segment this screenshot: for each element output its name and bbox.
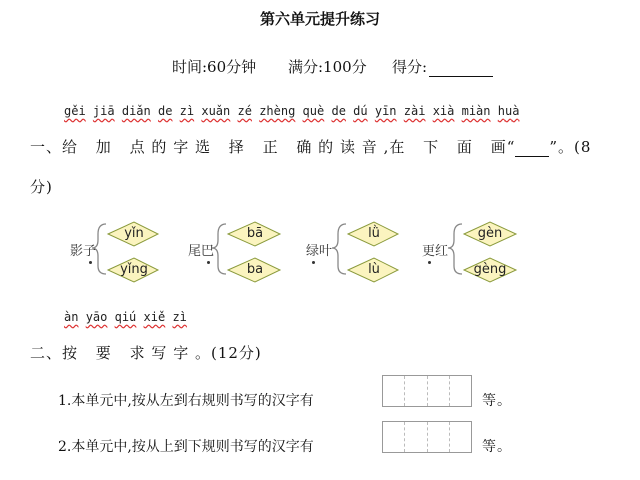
pinyin-word: zài — [403, 104, 426, 118]
q2-word: 。(12分) — [194, 344, 262, 362]
q2-word: 要 — [95, 344, 112, 362]
page-title: 第六单元提升练习 — [259, 10, 380, 28]
q1-word: ,在 — [383, 138, 406, 156]
option-text: gèng — [473, 262, 507, 277]
pinyin-word: gěi — [64, 104, 86, 118]
q1-word: 面 — [456, 138, 473, 156]
q1-word: 加 — [95, 138, 112, 156]
q1-word: 点 — [129, 138, 146, 156]
q2-word: 二、按 — [30, 344, 79, 362]
dotted-char: 绿 — [306, 240, 319, 259]
q1-word: 字 — [173, 138, 190, 156]
pinyin-word: dú — [353, 104, 368, 118]
pinyin-word: xià — [432, 104, 455, 118]
group-label: 尾巴 — [188, 240, 214, 259]
q1-instruction — [30, 136, 591, 157]
q2-item-1-end: 等。 — [482, 393, 512, 409]
q1-word: 画“ — [490, 138, 516, 156]
option-text: bā — [246, 226, 264, 241]
q1-word: 的 — [318, 138, 335, 156]
option-text: ba — [246, 262, 264, 277]
pinyin-word: zì — [179, 104, 195, 118]
q1-word: 音 — [361, 138, 378, 156]
q1-word: 正 — [262, 138, 279, 156]
option-text: lù — [368, 262, 380, 277]
pinyin-word: de — [157, 104, 173, 118]
pinyin-word: xiě — [143, 310, 166, 324]
group-label: 影子 — [70, 240, 96, 259]
q1-word: 选 — [194, 138, 211, 156]
full-score: 满分:100分 — [288, 58, 367, 76]
pinyin-word: qiú — [114, 310, 137, 324]
score-label: 得分: — [392, 58, 428, 76]
q1-score: 分) — [30, 178, 53, 196]
pinyin-word: zì — [172, 310, 187, 324]
option-text: gèn — [477, 226, 503, 241]
pinyin-word: zé — [237, 104, 252, 118]
q2-item-2: 2.本单元中,按从上到下规则书写的汉字有 — [58, 439, 314, 455]
pinyin-word: yīn — [374, 104, 397, 118]
dotted-char: 子 — [83, 240, 96, 259]
answer-blank[interactable] — [515, 142, 549, 157]
q1-word: 确 — [296, 138, 313, 156]
time-limit: 时间:60分钟 — [172, 58, 257, 76]
q2-word: 字 — [173, 344, 190, 362]
q1-word: 读 — [339, 138, 356, 156]
q2-word: 求 — [129, 344, 146, 362]
group-label: 绿叶 — [306, 240, 332, 259]
q2-item-2-end: 等。 — [482, 439, 512, 455]
pinyin-word: xuǎn — [201, 104, 231, 118]
q1-pinyin-line — [64, 104, 519, 118]
pinyin-word: diǎn — [121, 104, 151, 118]
q2-word: 写 — [151, 344, 168, 362]
option-text: lǜ — [368, 226, 380, 241]
score-blank[interactable] — [429, 60, 493, 77]
writing-grid[interactable] — [382, 375, 472, 407]
group-label: 更红 — [422, 240, 448, 259]
pinyin-word: huà — [497, 104, 520, 118]
score-field — [392, 56, 493, 77]
dotted-char: 更 — [422, 240, 435, 259]
dotted-char: 巴 — [201, 240, 214, 259]
pinyin-word: yāo — [85, 310, 108, 324]
q1-word: ”。(8 — [549, 138, 592, 156]
q1-word: 一、给 — [30, 138, 79, 156]
q1-word: 下 — [423, 138, 440, 156]
pinyin-word: què — [302, 104, 325, 118]
pinyin-word: de — [331, 104, 346, 118]
pinyin-word: zhèng — [259, 104, 296, 118]
option-text: yǐn — [124, 226, 144, 241]
writing-grid[interactable] — [382, 421, 472, 453]
option-text: yǐng — [120, 262, 148, 277]
q2-pinyin-line — [64, 310, 187, 324]
pinyin-word: àn — [64, 310, 79, 324]
pinyin-word: miàn — [461, 104, 491, 118]
q1-word: 择 — [228, 138, 245, 156]
q1-word: 的 — [151, 138, 168, 156]
q2-item-1: 1.本单元中,按从左到右规则书写的汉字有 — [58, 393, 314, 409]
q2-heading — [30, 342, 262, 363]
pinyin-word: jiā — [92, 104, 115, 118]
